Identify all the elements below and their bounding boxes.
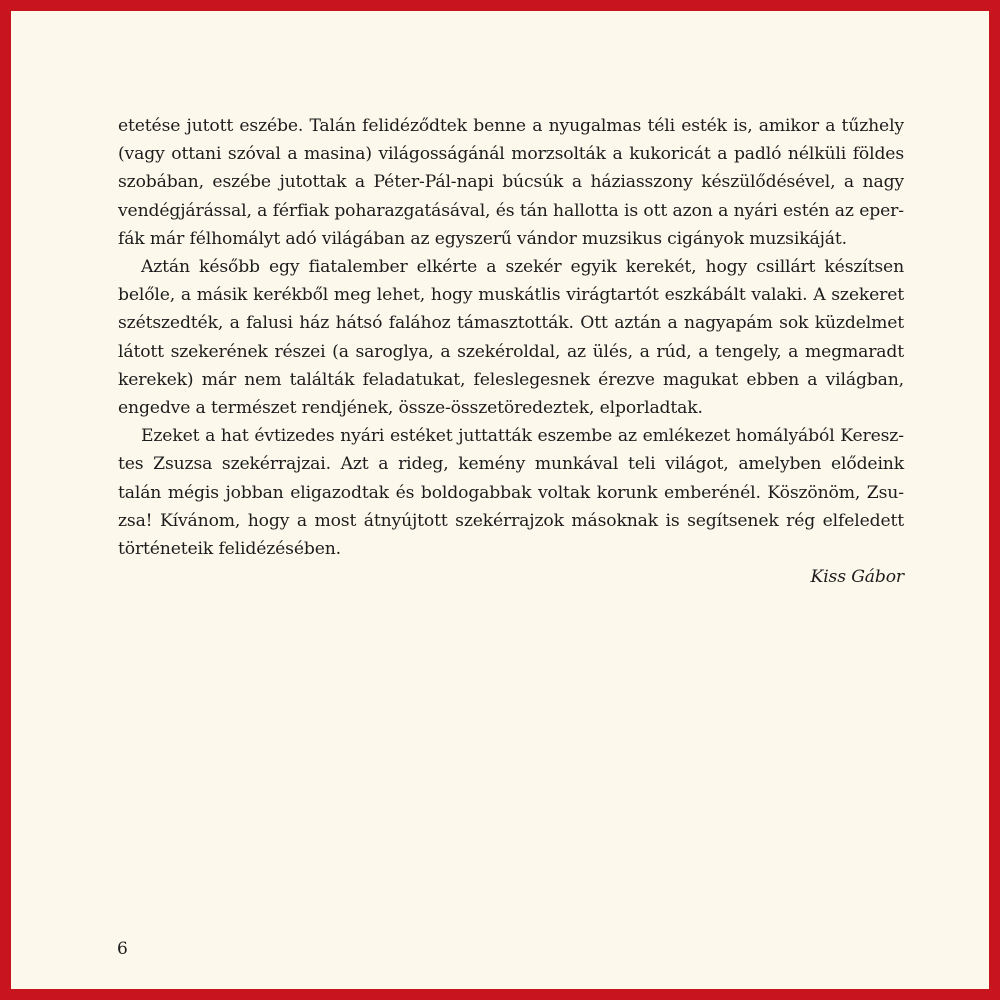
paragraph-2: Aztán később egy fiatalember elkérte a szekér egyik kerekét, hogy csillárt készítsen belőle, a másik kerékből meg lehet, hogy muskátlis virágtartót eszkábált valaki. A szekeret szétszedték, a falusi ház hátsó falához támasztották. Ott aztán a nagyapám sok küzdelmet látott szekerének részei (a saroglya, a szekéroldal, az ülés, a rúd, a tengely, a megmaradt kerekek) már nem találták feladatukat, feleslegesnek érezve magukat ebben a világban, engedve a természet rendjének, össze-összetöredeztek, elporladtak. xyxy=(118,257,904,419)
paragraph-1: etetése jutott eszébe. Talán felidéződtek benne a nyugalmas téli esték is, amikor a tűzhely (vagy ottani szóval a masina) világosságánál morzsolták a kukoricát a padló nélküli földes szobában, eszébe jutottak a Péter-Pál-napi búcsúk a háziasszony készülődésével, a nagy vendégjárással, a férfiak poharazgatásával, és tán hallotta is ott azon a nyári estén az eperfák már félhomályt adó világában az egyszerű vándor muzsikus cigányok muzsikáját. xyxy=(118,116,904,249)
page-number: 6 xyxy=(117,939,128,959)
paragraph-3: Ezeket a hat évtizedes nyári estéket juttatták eszembe az emlékezet homályából Keresztes Zsuzsa szekérrajzai. Azt a rideg, kemény munkával teli világot, amelyben elődeink talán mégis jobban eligazodtak és boldogabbak voltak korunk emberénél. Köszönöm, Zsuzsa! Kívánom, hogy a most átnyújtott szekérrajzok másoknak is segítsenek rég elfeledett történeteik felidézésében. xyxy=(118,426,904,560)
body-text xyxy=(118,112,904,591)
author-signature: Kiss Gábor xyxy=(810,567,904,588)
